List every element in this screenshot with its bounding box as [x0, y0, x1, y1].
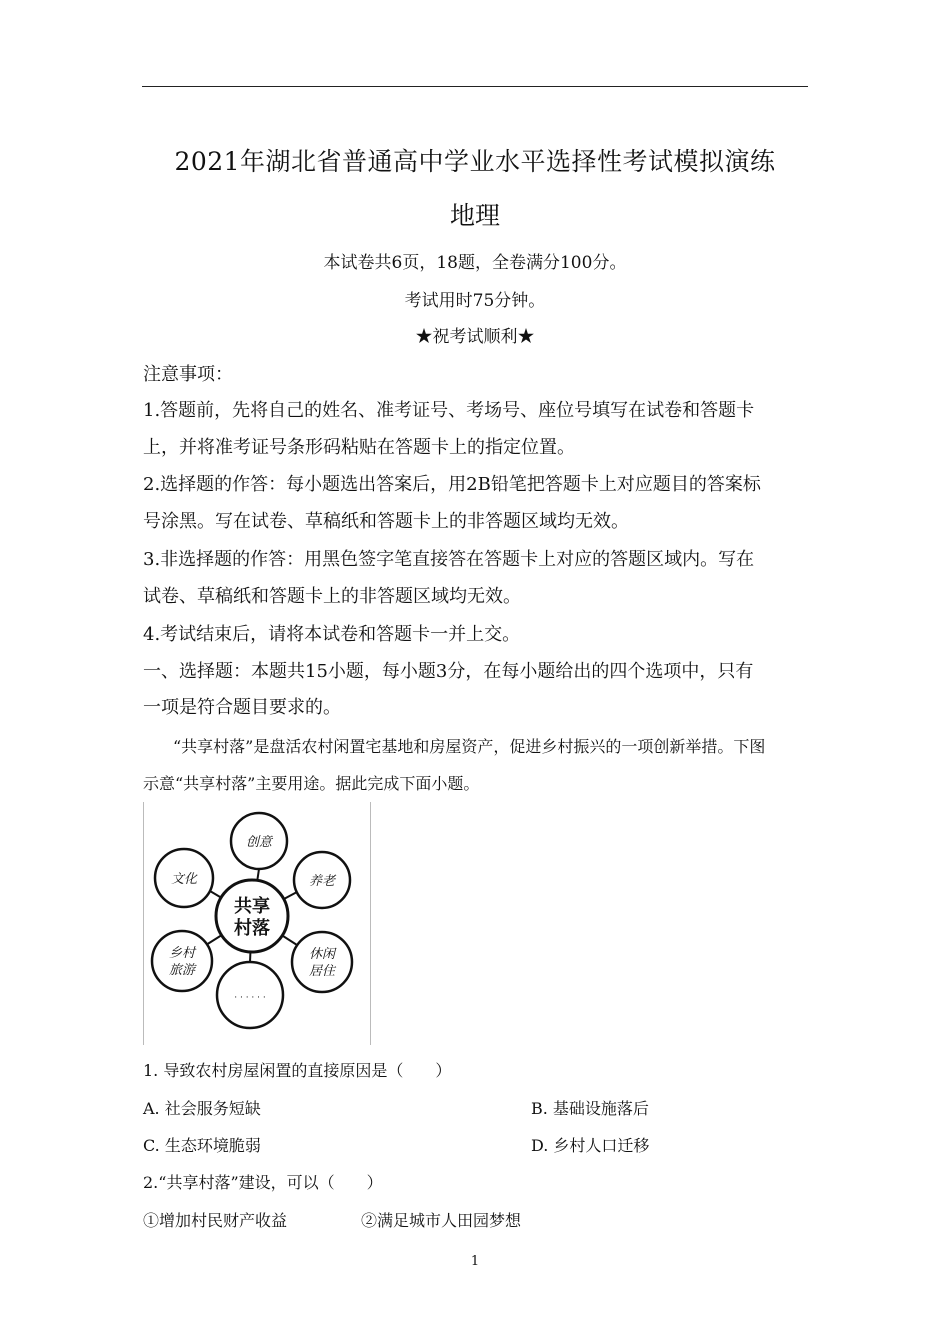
node-more-label: · · · · · ·	[234, 993, 266, 1003]
node-elderly-care-label: 养老	[308, 874, 336, 889]
question-1-option-a: A. 社会服务短缺	[143, 1099, 261, 1118]
node-culture-label: 文化	[170, 872, 198, 887]
exam-subject: 地理	[449, 201, 500, 230]
notice-line: 试卷、草稿纸和答题卡上的非答题区域均无效。	[143, 586, 521, 607]
notice-line: 3.非选择题的作答：用黑色签字笔直接答在答题卡上对应的答题区域内。写在	[143, 549, 755, 570]
node-leisure-label-line1: 休闲	[308, 947, 336, 962]
question-1-option-d: D. 乡村人口迁移	[531, 1136, 650, 1155]
node-rural-tourism-label-line2: 旅游	[168, 963, 196, 978]
node-rural-tourism-circle	[152, 931, 212, 991]
top-rule	[142, 86, 808, 87]
notice-line: 上，并将准考证号条形码粘贴在答题卡上的指定位置。	[143, 437, 575, 458]
exam-info-pages: 本试卷共6页，18题，全卷满分100分。	[323, 253, 627, 273]
center-label-line2: 村落	[234, 918, 270, 939]
exam-info-time: 考试用时75分钟。	[404, 291, 546, 311]
notice-line: 号涂黑。写在试卷、草稿纸和答题卡上的非答题区域均无效。	[143, 511, 629, 532]
center-label-line1: 共享	[234, 896, 270, 917]
notice-line: 1.答题前，先将自己的姓名、准考证号、考场号、座位号填写在试卷和答题卡	[143, 400, 755, 421]
notice-line: 4.考试结束后，请将本试卷和答题卡一并上交。	[143, 624, 521, 645]
notice-line: 2.选择题的作答：每小题选出答案后，用2B铅笔把答题卡上对应题目的答案标	[143, 474, 761, 495]
section-heading-cont: 一项是符合题目要求的。	[143, 697, 341, 718]
question-1-stem: 1. 导致农村房屋闲置的直接原因是（ ）	[143, 1061, 452, 1080]
good-luck-line: ★祝考试顺利★	[415, 327, 535, 347]
node-leisure-living-circle	[292, 932, 352, 992]
question-2-item-2: ②满足城市人田园梦想	[361, 1211, 522, 1230]
exam-title: 2021年湖北省普通高中学业水平选择性考试模拟演练	[174, 147, 776, 176]
material-text-cont: 示意“共享村落”主要用途。据此完成下面小题。	[143, 774, 480, 793]
notice-heading: 注意事项：	[143, 364, 233, 385]
node-rural-tourism-label-line1: 乡村	[168, 946, 196, 961]
section-heading: 一、选择题：本题共15小题，每小题3分，在每小题给出的四个选项中，只有	[143, 661, 754, 682]
page-number: 1	[470, 1254, 480, 1269]
question-2-stem: 2.“共享村落”建设，可以（ ）	[143, 1173, 383, 1192]
diagram-svg	[144, 802, 370, 1045]
node-leisure-label-line2: 居住	[308, 964, 336, 979]
shared-village-diagram	[143, 802, 371, 1045]
material-text: “共享村落”是盘活农村闲置宅基地和房屋资产，促进乡村振兴的一项创新举措。下图	[173, 737, 766, 756]
node-creative-label: 创意	[245, 835, 273, 850]
question-1-option-b: B. 基础设施落后	[531, 1099, 649, 1118]
question-2-item-1: ①增加村民财产收益	[143, 1211, 288, 1230]
question-1-option-c: C. 生态环境脆弱	[143, 1136, 261, 1155]
